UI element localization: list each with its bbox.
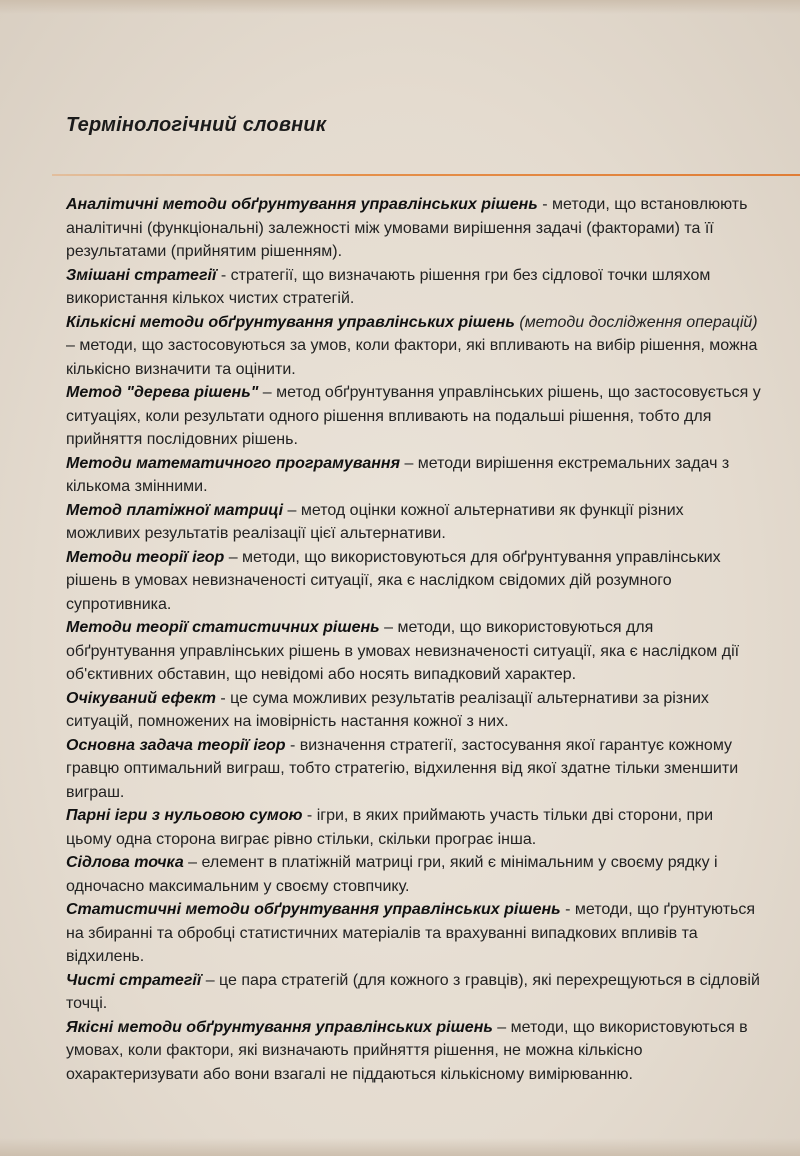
glossary-definition: – елемент в платіжній матриці гри, який є мінімальним у своєму рядку і одночасно максимальним у своєму стовпчику.: [66, 854, 718, 895]
glossary-subterm: (методи дослідження операцій): [514, 313, 758, 331]
glossary-term: Методи теорії ігор: [66, 548, 225, 566]
glossary-entry: [66, 546, 762, 617]
glossary-term: Статистичні методи обґрунтування управлінських рішень: [66, 901, 561, 918]
glossary-entry: [66, 499, 762, 546]
glossary-entry: [66, 381, 762, 452]
glossary-entry: [66, 804, 762, 851]
glossary-definition: – це пара стратегій (для кожного з гравців), які перехрещуються в сідловій точці.: [66, 971, 760, 1012]
glossary-term: Методи математичного програмування: [66, 454, 400, 472]
glossary-entry: [66, 193, 762, 264]
top-edge-shadow: [0, 0, 800, 14]
glossary-definition: - методи, що встановлюють аналітичні (функціональні) залежності між умовами вирішення задачі (факторами) та її результатами (прийнятим рішенням).: [66, 196, 748, 260]
glossary-term: Аналітичні методи обґрунтування управлінських рішень: [66, 196, 538, 213]
glossary-definition: – метод обґрунтування управлінських рішень, що застосовується у ситуаціях, коли результати одного рішення впливають на подальші рішення, тобто для прийняття послідовних рішень.: [66, 384, 761, 448]
glossary-term: Методи теорії статистичних рішень: [66, 619, 380, 636]
glossary-term: Сідлова точка: [66, 854, 184, 871]
glossary-term: Основна задача теорії ігор: [66, 736, 286, 754]
glossary-term: Якісні методи обґрунтування управлінських рішень: [66, 1018, 493, 1036]
glossary-entry: [66, 969, 762, 1016]
glossary-entry: [66, 898, 762, 969]
glossary-definition: – методи, що використовуються в умовах, коли фактори, які визначають прийняття рішення, не можна кількісно охарактеризувати або вони взагалі не піддаються кількісному вимірюванню.: [66, 1018, 748, 1083]
glossary-definition: – методи, що використовуються для обґрунтування управлінських рішень в умовах невизначеності ситуації, яка є наслідком дії об'єктивних обставин, що невідомі або носять випадковий характер.: [66, 619, 740, 683]
glossary-entry: [66, 311, 762, 382]
glossary-definition: – методи, що використовуються для обґрунтування управлінських рішень в умовах невизначеності ситуації, яка є наслідком свідомих дій розумного супротивника.: [66, 548, 721, 613]
glossary-entry: [66, 616, 762, 687]
glossary-term: Метод "дерева рішень": [66, 384, 259, 401]
glossary-definition: - це сума можливих результатів реалізації альтернативи за різних ситуацій, помножених на імовірність настання кожної з них.: [66, 689, 709, 730]
glossary-term: Парні ігри з нульовою сумою: [66, 807, 303, 824]
glossary-definition: – методи, що застосовуються за умов, коли фактори, які впливають на вибір рішення, можна кількісно визначити та оцінити.: [66, 337, 758, 378]
glossary-list: [66, 193, 762, 1086]
glossary-entry: [66, 1016, 762, 1087]
page-title: Термінологічний словник: [66, 114, 327, 136]
glossary-definition: - визначення стратегії, застосування якої гарантує кожному гравцю оптимальний виграш, тобто стратегію, відхилення від якої здатне тільки зменшити виграш.: [66, 736, 739, 801]
glossary-definition: – метод оцінки кожної альтернативи як функції різних можливих результатів реалізації цієї альтернативи.: [66, 501, 684, 542]
bottom-edge-shadow: [0, 1138, 800, 1156]
glossary-entry: [66, 452, 762, 499]
glossary-entry: [66, 734, 762, 805]
glossary-term: Кількісні методи обґрунтування управлінських рішень: [66, 313, 515, 331]
glossary-entry: [66, 264, 762, 311]
glossary-definition: - методи, що ґрунтуються на збиранні та обробці статистичних матеріалів та врахуванні випадкових впливів та відхилень.: [66, 901, 756, 965]
glossary-term: Чисті стратегії: [66, 971, 202, 989]
glossary-term: Змішані стратегії: [66, 266, 217, 284]
glossary-definition: - стратегії, що визначають рішення гри без сідлової точки шляхом використання кількох чистих стратегій.: [66, 266, 711, 307]
glossary-entry: [66, 851, 762, 898]
title-divider: [52, 174, 800, 176]
glossary-term: Метод платіжної матриці: [66, 501, 284, 519]
glossary-term: Очікуваний ефект: [66, 689, 216, 707]
glossary-definition: - ігри, в яких приймають участь тільки дві сторони, при цьому одна сторона виграє рівно стільки, скільки програє інша.: [66, 807, 714, 848]
glossary-entry: [66, 687, 762, 734]
glossary-definition: – методи вирішення екстремальних задач з кількома змінними.: [66, 454, 730, 495]
